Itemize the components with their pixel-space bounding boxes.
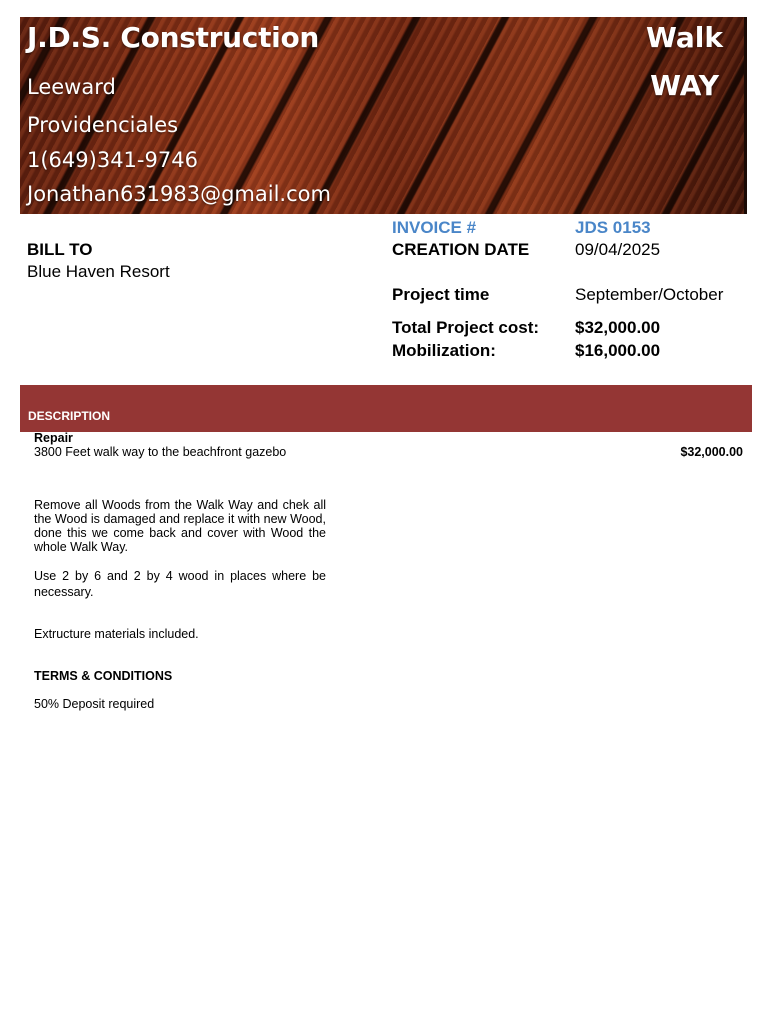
project-time-label: Project time xyxy=(392,285,490,304)
invoice-number-value: JDS 0153 xyxy=(575,218,651,237)
description-paragraph-2: Use 2 by 6 and 2 by 4 wood in places where be necessary. xyxy=(34,569,326,599)
item-description: 3800 Feet walk way to the beachfront gazebo xyxy=(34,445,287,459)
email-address: Jonathan631983@gmail.com xyxy=(27,182,331,206)
project-time-value: September/October xyxy=(575,285,724,304)
total-cost-label: Total Project cost: xyxy=(392,318,540,337)
bill-to-label: BILL TO xyxy=(27,240,93,259)
address-line1: Leeward xyxy=(27,75,116,99)
address-line2: Providenciales xyxy=(27,113,179,137)
terms-title: TERMS & CONDITIONS xyxy=(34,669,173,683)
phone-number: 1(649)341-9746 xyxy=(27,148,198,172)
bill-to-name: Blue Haven Resort xyxy=(27,262,170,281)
terms-line-1: 50% Deposit required xyxy=(34,697,155,711)
mobilization-value: $16,000.00 xyxy=(575,341,661,360)
company-name: J.D.S. Construction xyxy=(27,21,320,54)
creation-date-value: 09/04/2025 xyxy=(575,240,661,259)
mobilization-label: Mobilization: xyxy=(392,341,496,360)
item-amount: $32,000.00 xyxy=(680,445,743,459)
description-header: DESCRIPTION xyxy=(28,409,111,423)
item-title: Repair xyxy=(34,431,73,445)
invoice-number-label: INVOICE # xyxy=(392,218,477,237)
description-paragraph-3: Extructure materials included. xyxy=(34,627,199,641)
banner-edge xyxy=(744,17,747,214)
project-title-line1: Walk xyxy=(646,21,723,54)
header-banner xyxy=(20,17,747,214)
creation-date-label: CREATION DATE xyxy=(392,240,530,259)
project-title-line2: WAY xyxy=(650,69,719,102)
description-header-bar xyxy=(20,385,752,432)
total-cost-value: $32,000.00 xyxy=(575,318,661,337)
description-paragraph-1: Remove all Woods from the Walk Way and chek all the Wood is damaged and replace it with new Wood, done this we come back and cover with Wood the whole Walk Way. xyxy=(34,498,326,554)
